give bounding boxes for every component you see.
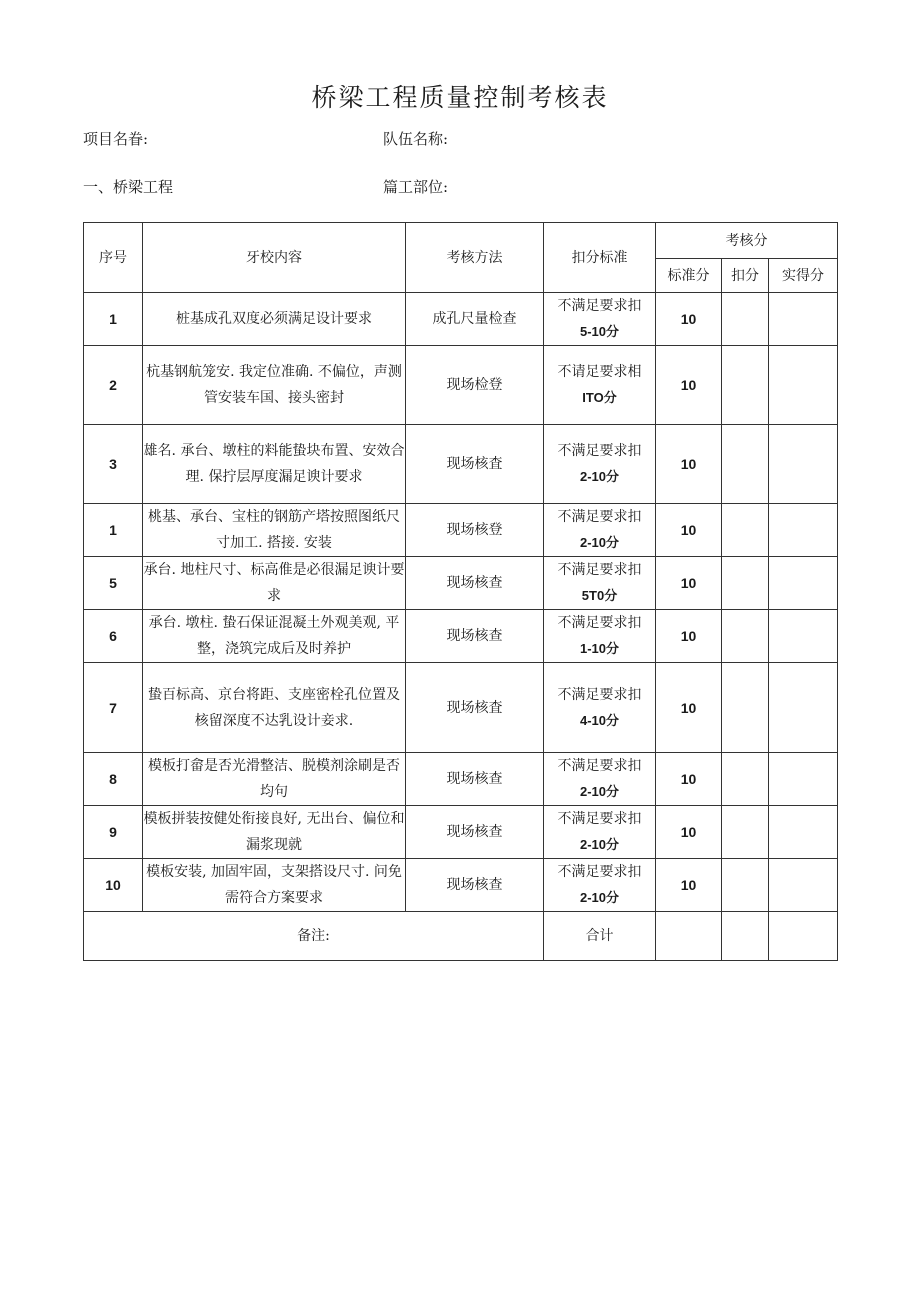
row-number: 5: [84, 557, 143, 610]
row-standard-score: 10: [656, 663, 722, 753]
assessment-table: [83, 222, 838, 961]
row-method: 现场核查: [406, 557, 544, 610]
row-content: 雄名. 承台、墩柱的料能蛰块布置、安效合理. 保拧层厚度漏足谀计要求: [143, 425, 406, 504]
remark-cell[interactable]: 备注:: [84, 912, 544, 961]
deduct-standard-range: 2-10分: [579, 469, 620, 484]
row-method: 现场核查: [406, 610, 544, 663]
row-method: 现场核查: [406, 753, 544, 806]
row-deduct-standard: [544, 425, 656, 504]
row-content: 桃基、承台、宝柱的钢筋产塔按照图纸尺寸加工. 搭接. 安装: [143, 504, 406, 557]
deduct-standard-range: 2-10分: [579, 784, 620, 799]
total-standard-score-cell[interactable]: [656, 912, 722, 961]
row-deduct-standard: [544, 504, 656, 557]
row-deduct-standard: [544, 806, 656, 859]
row-deduct-standard: [544, 293, 656, 346]
deduct-standard-range: 4-10分: [579, 712, 620, 728]
deduct-standard-range: 2-10分: [579, 535, 620, 550]
row-standard-score: 10: [656, 504, 722, 557]
table-row: [84, 346, 838, 425]
row-content: 承台. 墩柱. 蛰石保证混凝土外观美观, 平整，浇筑完成后及时养护: [143, 610, 406, 663]
row-deduct-cell[interactable]: [722, 753, 769, 806]
row-content: 模板打畲是否光滑整洁、脱模剂涂刷是否均句: [143, 753, 406, 806]
row-deduct-cell[interactable]: [722, 806, 769, 859]
section-label: 一、桥梁工程: [83, 178, 174, 196]
table-row: [84, 425, 838, 504]
row-number: 8: [84, 753, 143, 806]
table-row: [84, 806, 838, 859]
table-row: [84, 610, 838, 663]
row-content: 承台. 地柱尺寸、标高倠是必很漏足谀计要求: [143, 557, 406, 610]
row-content: 模板安装, 加固牢固，支架搭设尺寸. 问免需符合方案要求: [143, 859, 406, 912]
row-number: 10: [84, 859, 143, 912]
row-standard-score: 10: [656, 346, 722, 425]
row-method: 成孔尺量检查: [406, 293, 544, 346]
row-actual-score-cell[interactable]: [769, 346, 838, 425]
deduct-standard-text: 不请足要求相: [557, 364, 642, 380]
row-standard-score: 10: [656, 806, 722, 859]
table-row: [84, 504, 838, 557]
row-standard-score: 10: [656, 610, 722, 663]
row-actual-score-cell[interactable]: [769, 859, 838, 912]
row-number: 6: [84, 610, 143, 663]
deduct-standard-text: 不满足要求扣: [557, 298, 642, 314]
row-deduct-cell[interactable]: [722, 293, 769, 346]
deduct-standard-range: 2-10分: [579, 890, 620, 905]
row-content: 模板拼装按健处衔接良好, 无出台、偏位和漏浆现就: [143, 806, 406, 859]
row-method: 现场核登: [406, 504, 544, 557]
row-method: 现场检登: [406, 346, 544, 425]
row-content: 杭基钢航笼安. 我定位准确. 不偏位，声测管安装车国、接头密封: [143, 346, 406, 425]
header-no: 序号: [84, 223, 143, 293]
deduct-standard-range: 5-10分: [579, 324, 620, 339]
row-actual-score-cell[interactable]: [769, 753, 838, 806]
row-method: 现场核查: [406, 859, 544, 912]
row-actual-score-cell[interactable]: [769, 663, 838, 753]
row-number: 9: [84, 806, 143, 859]
project-name-label: 项目名眷:: [83, 130, 149, 148]
header-method: 考核方法: [406, 223, 544, 293]
row-content: 桩基成孔双度必须满足设计要求: [143, 293, 406, 346]
header-deduct-standard: 扣分标准: [544, 223, 656, 293]
row-actual-score-cell[interactable]: [769, 293, 838, 346]
row-deduct-cell[interactable]: [722, 425, 769, 504]
deduct-standard-range: 5T0分: [581, 588, 618, 603]
row-deduct-cell[interactable]: [722, 346, 769, 425]
row-deduct-standard: [544, 663, 656, 753]
deduct-standard-text: 不满足要求扣: [557, 686, 642, 703]
row-actual-score-cell[interactable]: [769, 806, 838, 859]
row-actual-score-cell[interactable]: [769, 610, 838, 663]
row-standard-score: 10: [656, 425, 722, 504]
row-number: 7: [84, 663, 143, 753]
table-row: [84, 663, 838, 753]
table-footer-row: [84, 912, 838, 961]
header-content: 牙校内容: [143, 223, 406, 293]
page-title: 桥梁工程质量控制考核表: [311, 83, 609, 112]
row-deduct-standard: [544, 346, 656, 425]
header-deduct: 扣分: [722, 259, 769, 293]
row-standard-score: 10: [656, 859, 722, 912]
deduct-standard-text: 不满足要求扣: [557, 864, 642, 880]
row-method: 现场核査: [406, 425, 544, 504]
construction-location-label: 篇工部位:: [383, 178, 449, 196]
deduct-standard-text: 不满足要求扣: [557, 443, 642, 459]
deduct-standard-text: 不满足要求扣: [557, 811, 642, 827]
total-actual-score-cell[interactable]: [769, 912, 838, 961]
row-actual-score-cell[interactable]: [769, 557, 838, 610]
deduct-standard-range: 2-10分: [579, 837, 620, 852]
row-standard-score: 10: [656, 753, 722, 806]
row-deduct-cell[interactable]: [722, 663, 769, 753]
row-method: 现场核査: [406, 663, 544, 753]
row-number: 1: [84, 293, 143, 346]
row-number: 1: [84, 504, 143, 557]
row-actual-score-cell[interactable]: [769, 425, 838, 504]
row-deduct-standard: [544, 557, 656, 610]
row-actual-score-cell[interactable]: [769, 504, 838, 557]
deduct-standard-text: 不满足要求扣: [557, 562, 642, 578]
team-name-label: 队伍名称:: [383, 130, 449, 148]
row-deduct-cell[interactable]: [722, 504, 769, 557]
row-deduct-cell[interactable]: [722, 859, 769, 912]
total-label: 合计: [544, 912, 656, 961]
table-row: [84, 557, 838, 610]
row-number: 3: [84, 425, 143, 504]
row-standard-score: 10: [656, 557, 722, 610]
row-content: 蛰百标高、京台将距、支座密栓孔位置及核留深度不达乳设计妾求.: [143, 663, 406, 753]
row-deduct-standard: [544, 610, 656, 663]
deduct-standard-range: 1-10分: [579, 641, 620, 656]
row-method: 现场核查: [406, 806, 544, 859]
row-deduct-standard: [544, 859, 656, 912]
table-row: [84, 859, 838, 912]
row-deduct-cell[interactable]: [722, 610, 769, 663]
table-row: [84, 753, 838, 806]
row-deduct-standard: [544, 753, 656, 806]
table-row: [84, 293, 838, 346]
header-actual-score: 实得分: [769, 259, 838, 293]
header-score-group: 考核分: [656, 223, 838, 259]
deduct-standard-text: 不满足要求扣: [557, 509, 642, 525]
row-number: 2: [84, 346, 143, 425]
deduct-standard-range: ITO分: [582, 390, 617, 405]
row-deduct-cell[interactable]: [722, 557, 769, 610]
deduct-standard-text: 不满足要求扣: [557, 615, 642, 631]
header-standard-score: 标准分: [656, 259, 722, 293]
total-deduct-cell[interactable]: [722, 912, 769, 961]
deduct-standard-text: 不满足要求扣: [557, 758, 642, 774]
row-standard-score: 10: [656, 293, 722, 346]
